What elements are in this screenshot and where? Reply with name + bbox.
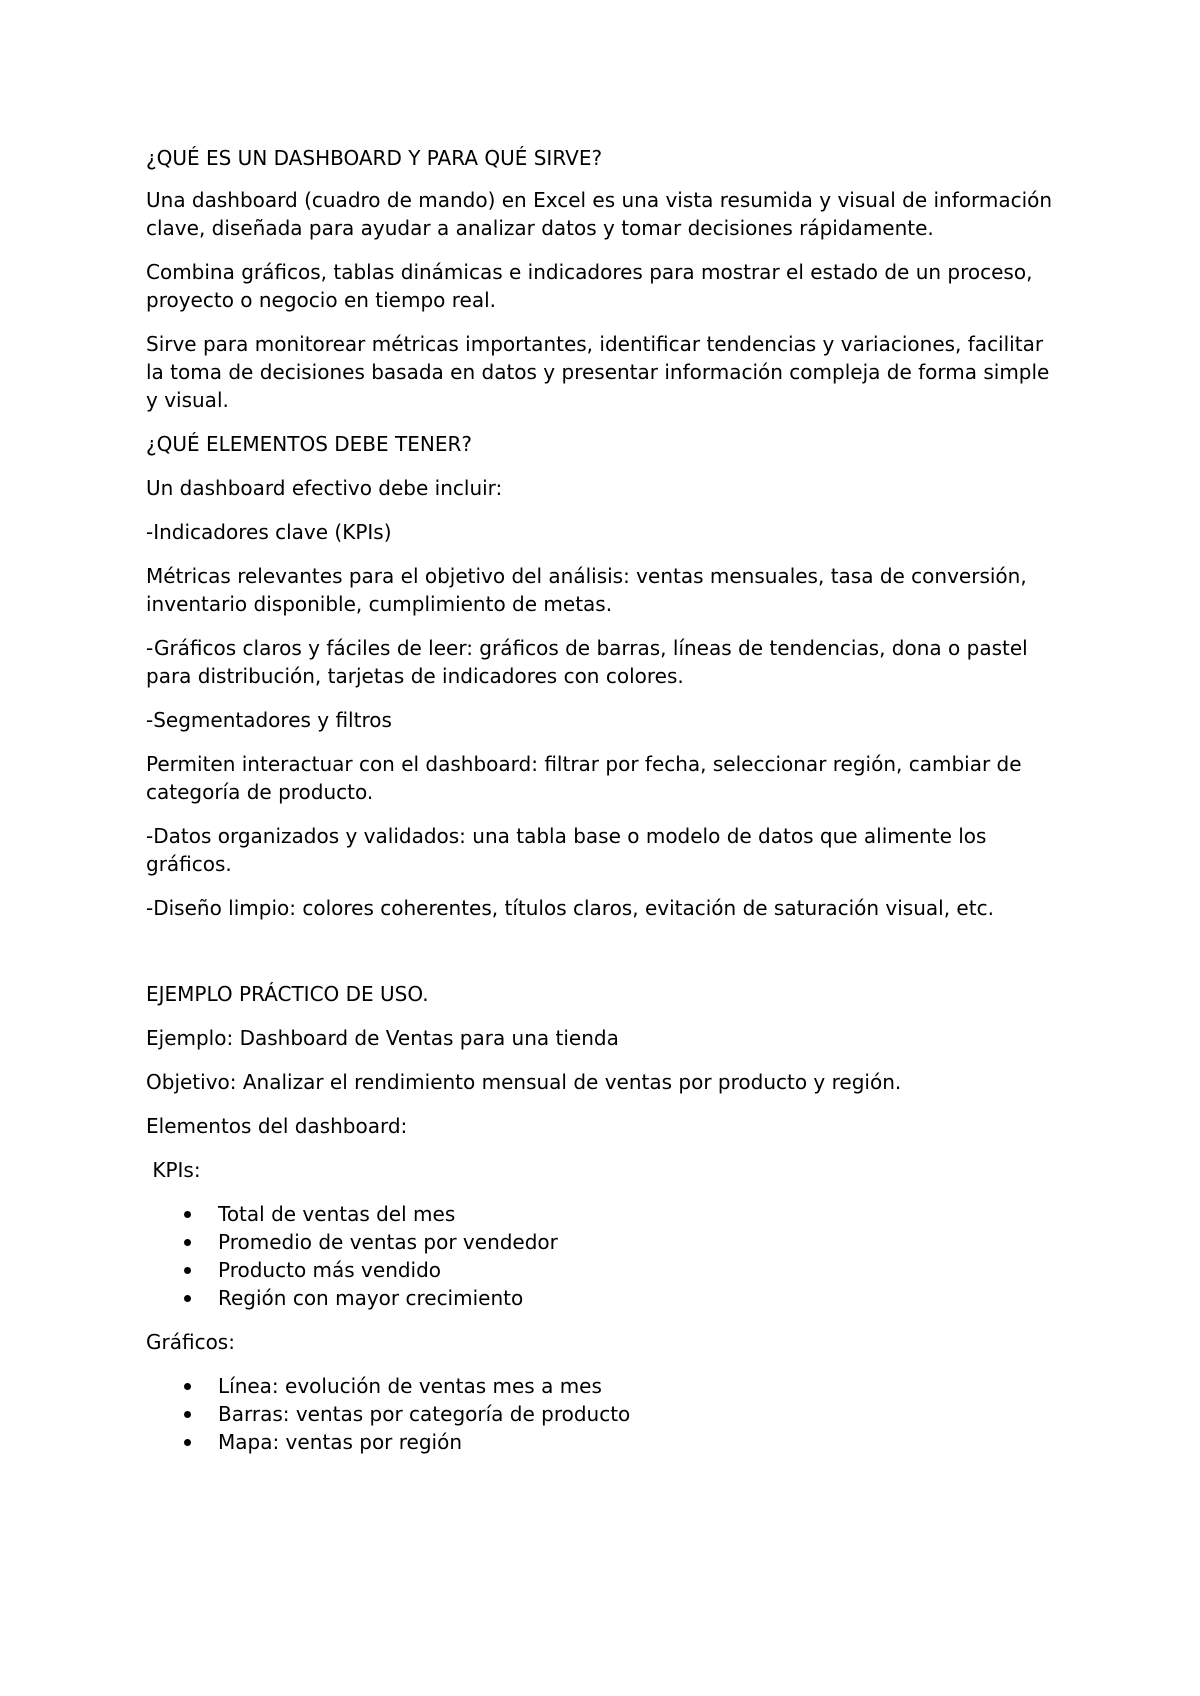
list-item-text: Promedio de ventas por vendedor [218,1230,558,1254]
list-item [146,1400,1066,1428]
list-item [146,1256,1066,1284]
bullet-icon [184,1267,191,1274]
bullet-icon [184,1211,191,1218]
paragraph-elementos-label: Elementos del dashboard: [146,1114,408,1138]
paragraph-metricas: Métricas relevantes para el objetivo del análisis: ventas mensuales, tasa de conversión, inventario disponible, cumplimiento de metas. [146,564,1027,616]
heading-ejemplo: EJEMPLO PRÁCTICO DE USO. [146,982,429,1006]
list-item [146,1372,1066,1400]
document-body [146,144,1066,1456]
list-item-text: Producto más vendido [218,1258,442,1282]
heading-elementos: ¿QUÉ ELEMENTOS DEBE TENER? [146,432,472,456]
paragraph-kpis-title: -Indicadores clave (KPIs) [146,520,392,544]
paragraph-kpis-label: KPIs: [146,1158,201,1182]
heading-que-es-dashboard: ¿QUÉ ES UN DASHBOARD Y PARA QUÉ SIRVE? [146,146,603,170]
paragraph-segmentadores: -Segmentadores y filtros [146,708,392,732]
bullet-icon [184,1439,191,1446]
list-item-text: Mapa: ventas por región [218,1430,463,1454]
bullet-icon [184,1295,191,1302]
list-item [146,1284,1066,1312]
paragraph-definicion: Una dashboard (cuadro de mando) en Excel es una vista resumida y visual de información clave, diseñada para ayudar a analizar datos y tomar decisiones rápidamente. [146,188,1053,240]
list-item [146,1228,1066,1256]
bullet-icon [184,1411,191,1418]
list-item-text: Región con mayor crecimiento [218,1286,524,1310]
list-item-text: Línea: evolución de ventas mes a mes [218,1374,602,1398]
paragraph-graficos: -Gráficos claros y fáciles de leer: gráficos de barras, líneas de tendencias, dona o pastel para distribución, tarjetas de indicadores con colores. [146,636,1028,688]
paragraph-diseno: -Diseño limpio: colores coherentes, títulos claros, evitación de saturación visual, etc. [146,896,994,920]
list-item-text: Total de ventas del mes [218,1202,456,1226]
kpis-list [146,1200,1066,1312]
list-item [146,1428,1066,1456]
bullet-icon [184,1383,191,1390]
paragraph-ejemplo: Ejemplo: Dashboard de Ventas para una tienda [146,1026,619,1050]
bullet-icon [184,1239,191,1246]
list-item [146,1200,1066,1228]
paragraph-combina: Combina gráficos, tablas dinámicas e indicadores para mostrar el estado de un proceso, proyecto o negocio en tiempo real. [146,260,1033,312]
list-item-text: Barras: ventas por categoría de producto [218,1402,631,1426]
paragraph-datos: -Datos organizados y validados: una tabla base o modelo de datos que alimente los gráficos. [146,824,987,876]
paragraph-objetivo: Objetivo: Analizar el rendimiento mensual de ventas por producto y región. [146,1070,902,1094]
paragraph-intro-elementos: Un dashboard efectivo debe incluir: [146,476,503,500]
paragraph-sirve: Sirve para monitorear métricas importantes, identificar tendencias y variaciones, facilitar la toma de decisiones basada en datos y presentar información compleja de forma simple y visual. [146,332,1050,412]
paragraph-graficos-label: Gráficos: [146,1330,235,1354]
charts-list [146,1372,1066,1456]
paragraph-permiten: Permiten interactuar con el dashboard: filtrar por fecha, seleccionar región, cambiar de categoría de producto. [146,752,1022,804]
